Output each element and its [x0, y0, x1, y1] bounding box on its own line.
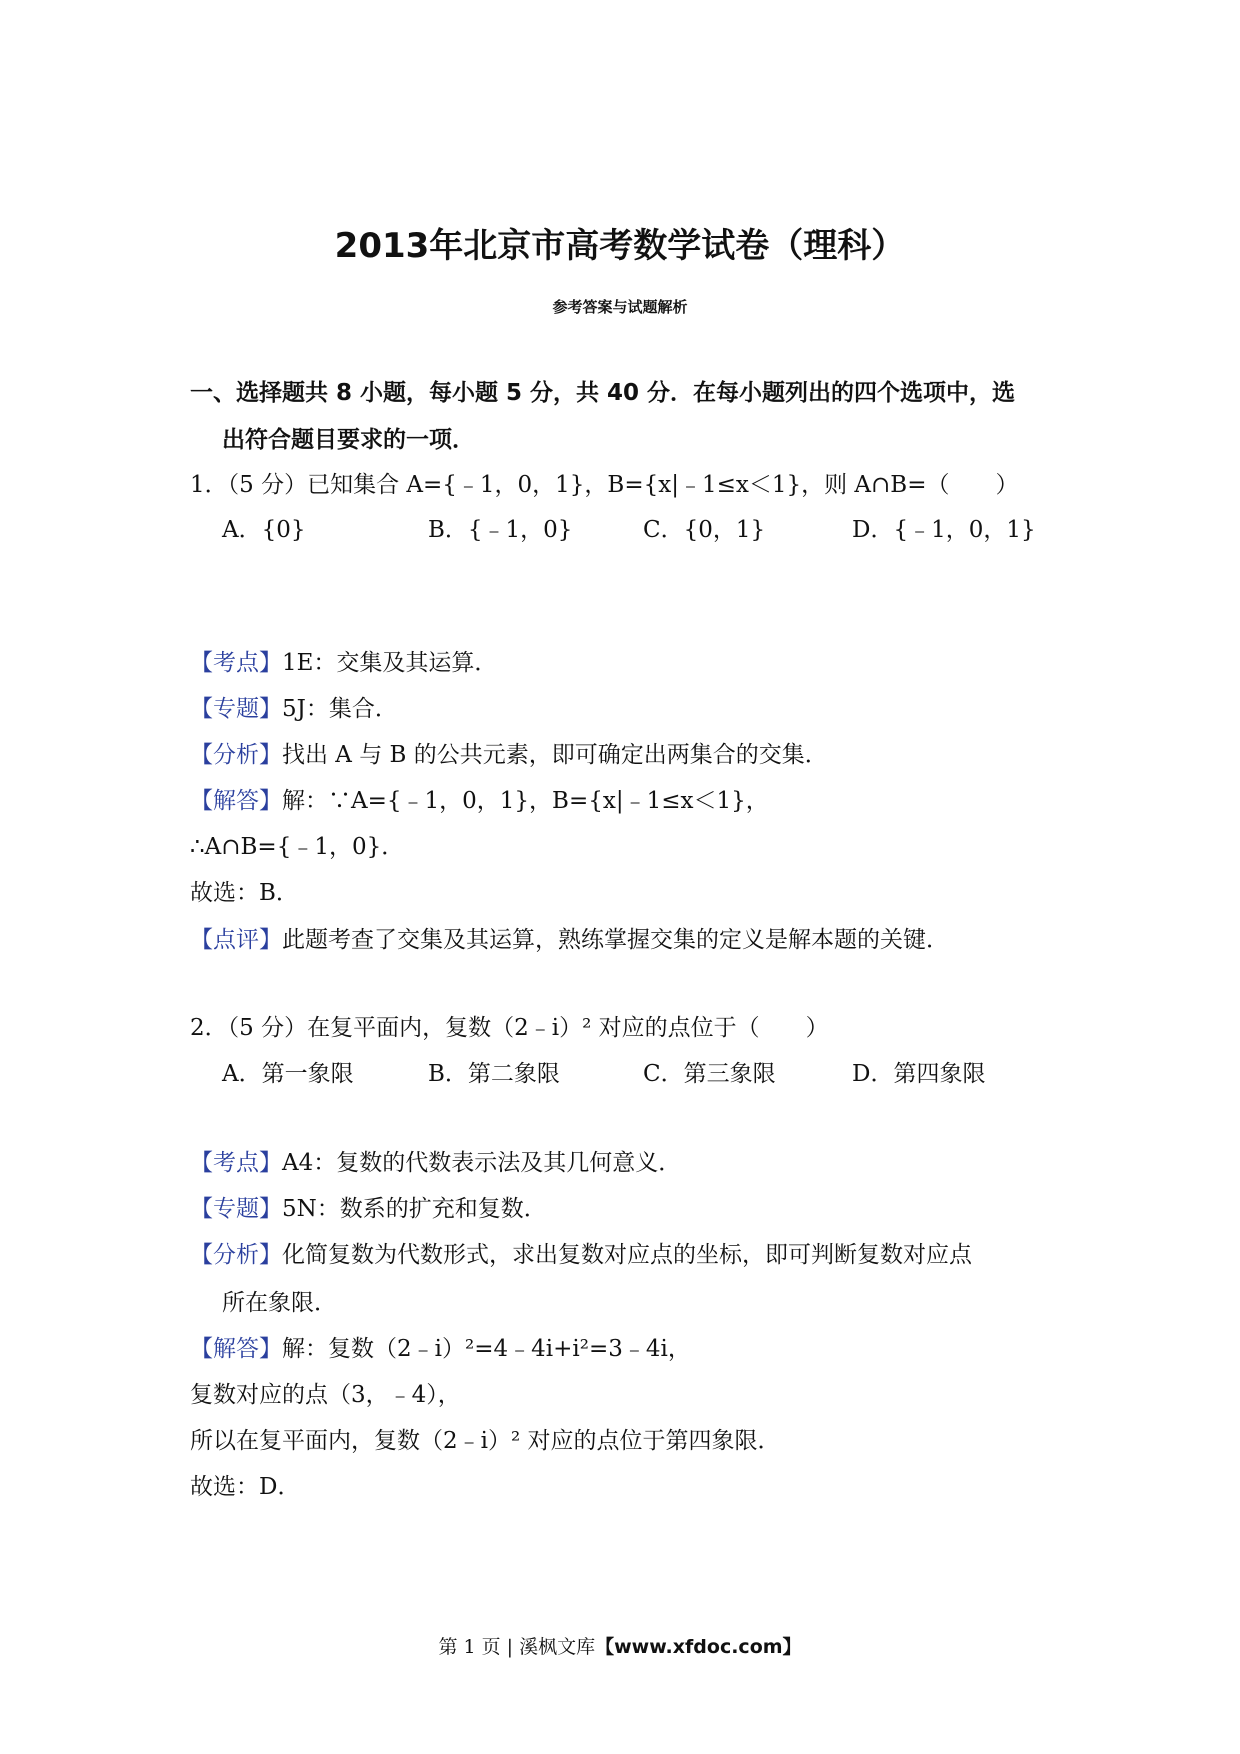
- kaodian-text: A4：复数的代数表示法及其几何意义．: [282, 1150, 682, 1176]
- q1-stem: 1．（5 分）已知集合 A={﹣1，0，1}，B={x|﹣1≤x＜1}，则 A∩B=（ ）: [190, 472, 1019, 498]
- fenxi-tag: 【分析】: [190, 1242, 282, 1268]
- jieda-tag: 【解答】: [190, 1336, 282, 1362]
- q2-stem: 2．（5 分）在复平面内，复数（2﹣i）² 对应的点位于（ ）: [190, 1015, 829, 1041]
- dianping-tag: 【点评】: [190, 927, 282, 953]
- q2-jieda: [190, 1334, 691, 1364]
- q1-option-b: B．{﹣1，0}: [428, 517, 573, 543]
- fenxi-text: 找出 A 与 B 的公共元素，即可确定出两集合的交集．: [282, 742, 828, 768]
- footer-page-label: 第 1 页 | 溪枫文库: [438, 1636, 596, 1658]
- q2-option-d: D．第四象限: [852, 1061, 986, 1087]
- q1-dianping: [190, 925, 949, 955]
- section-heading: 一、选择题共 8 小题，每小题 5 分，共 40 分．在每小题列出的四个选项中，选: [190, 380, 1016, 406]
- zhuanti-text: 5N：数系的扩充和复数．: [282, 1196, 547, 1222]
- q1-answer: 故选：B．: [190, 880, 299, 906]
- jieda-text: 解：复数（2﹣i）²=4﹣4i+i²=3﹣4i，: [282, 1336, 691, 1362]
- zhuanti-tag: 【专题】: [190, 696, 282, 722]
- q2-answer: 故选：D．: [190, 1474, 301, 1500]
- q2-fenxi-cont: 所在象限．: [222, 1290, 337, 1316]
- page-subtitle: 参考答案与试题解析: [552, 298, 688, 316]
- q2-fenxi: [190, 1240, 972, 1270]
- q1-kaodian: [190, 648, 497, 678]
- q2-option-c: C．第三象限: [643, 1061, 776, 1087]
- q1-zhuanti: [190, 694, 398, 724]
- q1-jieda: [190, 786, 769, 816]
- q2-solution-line: 复数对应的点（3，﹣4），: [190, 1382, 461, 1408]
- page-title: 2013年北京市高考数学试卷（理科）: [334, 226, 906, 266]
- kaodian-tag: 【考点】: [190, 1150, 282, 1176]
- kaodian-tag: 【考点】: [190, 650, 282, 676]
- q1-option-d: D．{﹣1，0，1}: [852, 517, 1036, 543]
- page-footer: [0, 1632, 1240, 1659]
- q2-zhuanti: [190, 1194, 547, 1224]
- fenxi-text: 化简复数为代数形式，求出复数对应点的坐标，即可判断复数对应点: [282, 1242, 972, 1268]
- kaodian-text: 1E：交集及其运算．: [282, 650, 498, 676]
- jieda-text: 解：∵A={﹣1，0，1}，B={x|﹣1≤x＜1}，: [282, 788, 769, 814]
- zhuanti-text: 5J：集合．: [282, 696, 398, 722]
- q1-option-c: C．{0，1}: [643, 517, 766, 543]
- zhuanti-tag: 【专题】: [190, 1196, 282, 1222]
- q1-option-a: A．{0}: [222, 517, 306, 543]
- q2-solution-line-2: 所以在复平面内，复数（2﹣i）² 对应的点位于第四象限．: [190, 1428, 781, 1454]
- section-heading-cont: 出符合题目要求的一项．: [222, 427, 475, 453]
- q2-kaodian: [190, 1148, 681, 1178]
- fenxi-tag: 【分析】: [190, 742, 282, 768]
- jieda-tag: 【解答】: [190, 788, 282, 814]
- q1-solution-line: ∴A∩B={﹣1，0}．: [190, 834, 405, 860]
- q2-option-b: B．第二象限: [428, 1061, 560, 1087]
- q1-fenxi: [190, 740, 828, 770]
- dianping-text: 此题考查了交集及其运算，熟练掌握交集的定义是解本题的关键．: [282, 927, 949, 953]
- footer-site-link[interactable]: 【www.xfdoc.com】: [595, 1636, 802, 1658]
- q2-option-a: A．第一象限: [222, 1061, 354, 1087]
